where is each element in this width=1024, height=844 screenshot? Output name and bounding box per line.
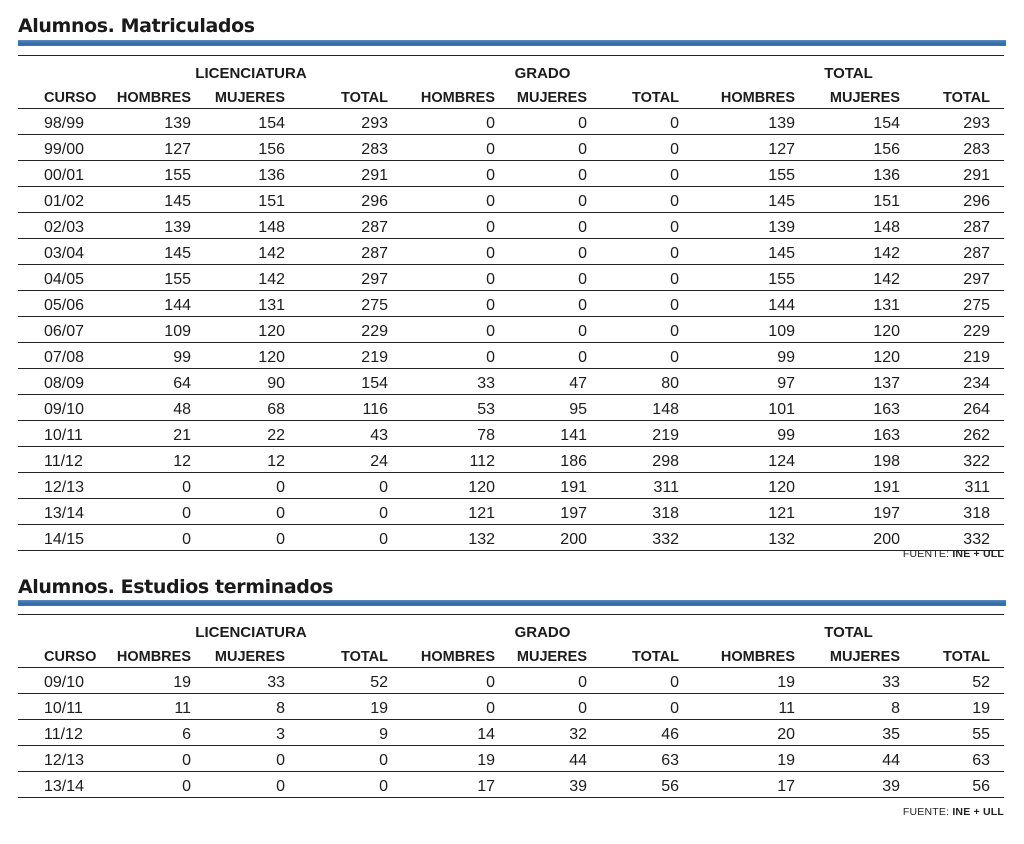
table-row bbox=[18, 369, 1004, 395]
value-cell: 200 bbox=[819, 525, 914, 551]
curso-cell: 10/11 bbox=[18, 694, 110, 720]
value-cell: 155 bbox=[110, 161, 205, 187]
table-row bbox=[18, 109, 1004, 135]
value-cell: 109 bbox=[693, 317, 819, 343]
value-cell: 141 bbox=[509, 421, 601, 447]
value-cell: 186 bbox=[509, 447, 601, 473]
value-cell: 156 bbox=[819, 135, 914, 161]
column-header: MUJERES bbox=[205, 641, 299, 668]
value-cell: 0 bbox=[205, 525, 299, 551]
table-row bbox=[18, 772, 1004, 798]
value-cell: 127 bbox=[110, 135, 205, 161]
value-cell: 68 bbox=[205, 395, 299, 421]
value-cell: 0 bbox=[392, 161, 509, 187]
value-cell: 0 bbox=[601, 213, 693, 239]
value-cell: 63 bbox=[914, 746, 1004, 772]
value-cell: 198 bbox=[819, 447, 914, 473]
table-row bbox=[18, 343, 1004, 369]
value-cell: 99 bbox=[110, 343, 205, 369]
value-cell: 0 bbox=[205, 473, 299, 499]
value-cell: 0 bbox=[509, 213, 601, 239]
value-cell: 64 bbox=[110, 369, 205, 395]
value-cell: 63 bbox=[601, 746, 693, 772]
matriculados-table bbox=[18, 55, 1004, 551]
value-cell: 0 bbox=[509, 265, 601, 291]
value-cell: 0 bbox=[509, 135, 601, 161]
value-cell: 287 bbox=[299, 239, 392, 265]
value-cell: 0 bbox=[392, 317, 509, 343]
value-cell: 19 bbox=[914, 694, 1004, 720]
value-cell: 22 bbox=[205, 421, 299, 447]
value-cell: 275 bbox=[914, 291, 1004, 317]
curso-cell: 12/13 bbox=[18, 473, 110, 499]
value-cell: 21 bbox=[110, 421, 205, 447]
value-cell: 0 bbox=[299, 499, 392, 525]
value-cell: 46 bbox=[601, 720, 693, 746]
value-cell: 287 bbox=[914, 213, 1004, 239]
value-cell: 56 bbox=[914, 772, 1004, 798]
value-cell: 132 bbox=[693, 525, 819, 551]
value-cell: 297 bbox=[299, 265, 392, 291]
value-cell: 95 bbox=[509, 395, 601, 421]
table-row bbox=[18, 525, 1004, 551]
value-cell: 197 bbox=[509, 499, 601, 525]
value-cell: 219 bbox=[914, 343, 1004, 369]
source-note: FUENTE: INE + ULL bbox=[902, 548, 1004, 560]
value-cell: 0 bbox=[601, 694, 693, 720]
table-row bbox=[18, 317, 1004, 343]
value-cell: 163 bbox=[819, 395, 914, 421]
curso-cell: 07/08 bbox=[18, 343, 110, 369]
value-cell: 287 bbox=[914, 239, 1004, 265]
value-cell: 297 bbox=[914, 265, 1004, 291]
value-cell: 44 bbox=[819, 746, 914, 772]
value-cell: 0 bbox=[110, 525, 205, 551]
value-cell: 0 bbox=[509, 239, 601, 265]
value-cell: 142 bbox=[205, 265, 299, 291]
value-cell: 121 bbox=[392, 499, 509, 525]
table-row bbox=[18, 499, 1004, 525]
table-row bbox=[18, 473, 1004, 499]
source-note: FUENTE: INE + ULL bbox=[902, 806, 1004, 818]
column-header: MUJERES bbox=[509, 641, 601, 668]
value-cell: 0 bbox=[509, 343, 601, 369]
value-cell: 318 bbox=[914, 499, 1004, 525]
value-cell: 0 bbox=[392, 109, 509, 135]
title-bar-matriculados bbox=[18, 40, 1006, 46]
value-cell: 0 bbox=[509, 668, 601, 694]
value-cell: 9 bbox=[299, 720, 392, 746]
curso-cell: 13/14 bbox=[18, 499, 110, 525]
column-header: MUJERES bbox=[205, 82, 299, 109]
table-row bbox=[18, 746, 1004, 772]
value-cell: 47 bbox=[509, 369, 601, 395]
value-cell: 52 bbox=[914, 668, 1004, 694]
value-cell: 262 bbox=[914, 421, 1004, 447]
value-cell: 264 bbox=[914, 395, 1004, 421]
column-header: HOMBRES bbox=[693, 641, 819, 668]
column-header: HOMBRES bbox=[392, 641, 509, 668]
value-cell: 120 bbox=[392, 473, 509, 499]
column-header: HOMBRES bbox=[392, 82, 509, 109]
curso-cell: 06/07 bbox=[18, 317, 110, 343]
column-header: TOTAL bbox=[601, 82, 693, 109]
value-cell: 145 bbox=[110, 239, 205, 265]
value-cell: 0 bbox=[392, 135, 509, 161]
value-cell: 332 bbox=[914, 525, 1004, 551]
group-header-grado: GRADO bbox=[514, 65, 571, 82]
curso-cell: 00/01 bbox=[18, 161, 110, 187]
value-cell: 311 bbox=[601, 473, 693, 499]
value-cell: 155 bbox=[693, 265, 819, 291]
value-cell: 145 bbox=[693, 239, 819, 265]
table-row bbox=[18, 668, 1004, 694]
value-cell: 116 bbox=[299, 395, 392, 421]
value-cell: 0 bbox=[601, 161, 693, 187]
value-cell: 0 bbox=[601, 109, 693, 135]
value-cell: 142 bbox=[205, 239, 299, 265]
table-row bbox=[18, 694, 1004, 720]
value-cell: 101 bbox=[693, 395, 819, 421]
value-cell: 200 bbox=[509, 525, 601, 551]
column-header: HOMBRES bbox=[110, 82, 205, 109]
value-cell: 0 bbox=[392, 291, 509, 317]
table-row bbox=[18, 213, 1004, 239]
group-header-licenciatura: LICENCIATURA bbox=[195, 65, 307, 82]
value-cell: 0 bbox=[509, 187, 601, 213]
value-cell: 120 bbox=[205, 317, 299, 343]
value-cell: 3 bbox=[205, 720, 299, 746]
curso-cell: 02/03 bbox=[18, 213, 110, 239]
value-cell: 132 bbox=[392, 525, 509, 551]
value-cell: 154 bbox=[299, 369, 392, 395]
table-row bbox=[18, 187, 1004, 213]
value-cell: 0 bbox=[299, 473, 392, 499]
value-cell: 0 bbox=[509, 161, 601, 187]
value-cell: 163 bbox=[819, 421, 914, 447]
value-cell: 296 bbox=[299, 187, 392, 213]
value-cell: 291 bbox=[299, 161, 392, 187]
value-cell: 19 bbox=[110, 668, 205, 694]
value-cell: 148 bbox=[205, 213, 299, 239]
value-cell: 8 bbox=[819, 694, 914, 720]
column-header: TOTAL bbox=[914, 641, 1004, 668]
value-cell: 283 bbox=[299, 135, 392, 161]
value-cell: 291 bbox=[914, 161, 1004, 187]
group-header-total: TOTAL bbox=[824, 65, 873, 82]
curso-cell: 04/05 bbox=[18, 265, 110, 291]
value-cell: 20 bbox=[693, 720, 819, 746]
value-cell: 12 bbox=[110, 447, 205, 473]
value-cell: 219 bbox=[299, 343, 392, 369]
curso-cell: 98/99 bbox=[18, 109, 110, 135]
value-cell: 298 bbox=[601, 447, 693, 473]
value-cell: 0 bbox=[601, 317, 693, 343]
value-cell: 0 bbox=[509, 109, 601, 135]
value-cell: 0 bbox=[392, 694, 509, 720]
value-cell: 136 bbox=[819, 161, 914, 187]
column-header-row bbox=[18, 641, 1004, 668]
value-cell: 0 bbox=[509, 291, 601, 317]
value-cell: 0 bbox=[392, 187, 509, 213]
value-cell: 131 bbox=[819, 291, 914, 317]
value-cell: 148 bbox=[819, 213, 914, 239]
column-header: MUJERES bbox=[819, 82, 914, 109]
value-cell: 296 bbox=[914, 187, 1004, 213]
value-cell: 142 bbox=[819, 265, 914, 291]
value-cell: 0 bbox=[110, 772, 205, 798]
column-header: TOTAL bbox=[601, 641, 693, 668]
column-header: MUJERES bbox=[509, 82, 601, 109]
value-cell: 148 bbox=[601, 395, 693, 421]
value-cell: 0 bbox=[392, 213, 509, 239]
value-cell: 139 bbox=[110, 213, 205, 239]
value-cell: 229 bbox=[914, 317, 1004, 343]
value-cell: 322 bbox=[914, 447, 1004, 473]
value-cell: 0 bbox=[110, 746, 205, 772]
value-cell: 137 bbox=[819, 369, 914, 395]
group-header-total: TOTAL bbox=[824, 624, 873, 641]
value-cell: 11 bbox=[110, 694, 205, 720]
value-cell: 35 bbox=[819, 720, 914, 746]
value-cell: 19 bbox=[693, 668, 819, 694]
value-cell: 154 bbox=[819, 109, 914, 135]
column-header-row bbox=[18, 82, 1004, 109]
value-cell: 287 bbox=[299, 213, 392, 239]
value-cell: 0 bbox=[392, 343, 509, 369]
value-cell: 154 bbox=[205, 109, 299, 135]
value-cell: 6 bbox=[110, 720, 205, 746]
section-title-matriculados: Alumnos. Matriculados bbox=[18, 15, 255, 37]
value-cell: 0 bbox=[392, 239, 509, 265]
value-cell: 24 bbox=[299, 447, 392, 473]
value-cell: 53 bbox=[392, 395, 509, 421]
table-row bbox=[18, 447, 1004, 473]
value-cell: 56 bbox=[601, 772, 693, 798]
curso-cell: 14/15 bbox=[18, 525, 110, 551]
value-cell: 155 bbox=[110, 265, 205, 291]
value-cell: 8 bbox=[205, 694, 299, 720]
value-cell: 33 bbox=[819, 668, 914, 694]
column-header: TOTAL bbox=[299, 641, 392, 668]
value-cell: 139 bbox=[693, 109, 819, 135]
value-cell: 145 bbox=[693, 187, 819, 213]
value-cell: 99 bbox=[693, 421, 819, 447]
value-cell: 0 bbox=[205, 499, 299, 525]
curso-cell: 09/10 bbox=[18, 395, 110, 421]
value-cell: 19 bbox=[392, 746, 509, 772]
title-bar-terminados bbox=[18, 600, 1006, 606]
value-cell: 78 bbox=[392, 421, 509, 447]
value-cell: 109 bbox=[110, 317, 205, 343]
value-cell: 0 bbox=[392, 668, 509, 694]
column-header: CURSO bbox=[18, 82, 110, 109]
value-cell: 318 bbox=[601, 499, 693, 525]
value-cell: 0 bbox=[601, 343, 693, 369]
value-cell: 112 bbox=[392, 447, 509, 473]
value-cell: 44 bbox=[509, 746, 601, 772]
curso-cell: 05/06 bbox=[18, 291, 110, 317]
curso-cell: 12/13 bbox=[18, 746, 110, 772]
value-cell: 55 bbox=[914, 720, 1004, 746]
table-row bbox=[18, 239, 1004, 265]
curso-cell: 03/04 bbox=[18, 239, 110, 265]
terminados-table bbox=[18, 614, 1004, 798]
value-cell: 19 bbox=[693, 746, 819, 772]
value-cell: 145 bbox=[110, 187, 205, 213]
value-cell: 156 bbox=[205, 135, 299, 161]
curso-cell: 01/02 bbox=[18, 187, 110, 213]
column-header: CURSO bbox=[18, 641, 110, 668]
value-cell: 144 bbox=[110, 291, 205, 317]
value-cell: 293 bbox=[299, 109, 392, 135]
table-row bbox=[18, 265, 1004, 291]
value-cell: 17 bbox=[392, 772, 509, 798]
curso-cell: 11/12 bbox=[18, 447, 110, 473]
curso-cell: 08/09 bbox=[18, 369, 110, 395]
group-header-licenciatura: LICENCIATURA bbox=[195, 624, 307, 641]
value-cell: 191 bbox=[819, 473, 914, 499]
value-cell: 0 bbox=[299, 772, 392, 798]
value-cell: 120 bbox=[819, 317, 914, 343]
value-cell: 136 bbox=[205, 161, 299, 187]
curso-cell: 13/14 bbox=[18, 772, 110, 798]
value-cell: 11 bbox=[693, 694, 819, 720]
value-cell: 14 bbox=[392, 720, 509, 746]
value-cell: 275 bbox=[299, 291, 392, 317]
value-cell: 0 bbox=[392, 265, 509, 291]
value-cell: 17 bbox=[693, 772, 819, 798]
column-header: HOMBRES bbox=[110, 641, 205, 668]
curso-cell: 09/10 bbox=[18, 668, 110, 694]
value-cell: 144 bbox=[693, 291, 819, 317]
value-cell: 0 bbox=[601, 265, 693, 291]
value-cell: 120 bbox=[205, 343, 299, 369]
value-cell: 234 bbox=[914, 369, 1004, 395]
value-cell: 0 bbox=[299, 746, 392, 772]
value-cell: 0 bbox=[205, 772, 299, 798]
column-header: TOTAL bbox=[299, 82, 392, 109]
value-cell: 139 bbox=[110, 109, 205, 135]
value-cell: 80 bbox=[601, 369, 693, 395]
table-row bbox=[18, 720, 1004, 746]
value-cell: 0 bbox=[601, 291, 693, 317]
value-cell: 155 bbox=[693, 161, 819, 187]
value-cell: 229 bbox=[299, 317, 392, 343]
value-cell: 121 bbox=[693, 499, 819, 525]
value-cell: 0 bbox=[110, 473, 205, 499]
table-row bbox=[18, 395, 1004, 421]
value-cell: 283 bbox=[914, 135, 1004, 161]
value-cell: 99 bbox=[693, 343, 819, 369]
value-cell: 12 bbox=[205, 447, 299, 473]
column-header: HOMBRES bbox=[693, 82, 819, 109]
table-row bbox=[18, 135, 1004, 161]
value-cell: 39 bbox=[819, 772, 914, 798]
value-cell: 142 bbox=[819, 239, 914, 265]
table-body bbox=[18, 109, 1004, 551]
value-cell: 0 bbox=[509, 317, 601, 343]
value-cell: 0 bbox=[601, 668, 693, 694]
column-header: TOTAL bbox=[914, 82, 1004, 109]
value-cell: 0 bbox=[601, 239, 693, 265]
curso-cell: 11/12 bbox=[18, 720, 110, 746]
value-cell: 32 bbox=[509, 720, 601, 746]
curso-cell: 99/00 bbox=[18, 135, 110, 161]
table-row bbox=[18, 291, 1004, 317]
value-cell: 131 bbox=[205, 291, 299, 317]
value-cell: 293 bbox=[914, 109, 1004, 135]
value-cell: 33 bbox=[392, 369, 509, 395]
section-title-terminados: Alumnos. Estudios terminados bbox=[18, 576, 334, 598]
value-cell: 139 bbox=[693, 213, 819, 239]
value-cell: 151 bbox=[819, 187, 914, 213]
value-cell: 90 bbox=[205, 369, 299, 395]
value-cell: 19 bbox=[299, 694, 392, 720]
table-row bbox=[18, 421, 1004, 447]
table-body bbox=[18, 668, 1004, 798]
value-cell: 0 bbox=[601, 187, 693, 213]
value-cell: 0 bbox=[299, 525, 392, 551]
value-cell: 97 bbox=[693, 369, 819, 395]
value-cell: 151 bbox=[205, 187, 299, 213]
table-row bbox=[18, 161, 1004, 187]
value-cell: 0 bbox=[110, 499, 205, 525]
value-cell: 120 bbox=[693, 473, 819, 499]
group-header-grado: GRADO bbox=[514, 624, 571, 641]
value-cell: 39 bbox=[509, 772, 601, 798]
value-cell: 0 bbox=[205, 746, 299, 772]
value-cell: 0 bbox=[509, 694, 601, 720]
value-cell: 48 bbox=[110, 395, 205, 421]
value-cell: 197 bbox=[819, 499, 914, 525]
value-cell: 52 bbox=[299, 668, 392, 694]
value-cell: 33 bbox=[205, 668, 299, 694]
value-cell: 120 bbox=[819, 343, 914, 369]
value-cell: 43 bbox=[299, 421, 392, 447]
value-cell: 332 bbox=[601, 525, 693, 551]
value-cell: 311 bbox=[914, 473, 1004, 499]
value-cell: 127 bbox=[693, 135, 819, 161]
value-cell: 219 bbox=[601, 421, 693, 447]
curso-cell: 10/11 bbox=[18, 421, 110, 447]
value-cell: 191 bbox=[509, 473, 601, 499]
value-cell: 0 bbox=[601, 135, 693, 161]
column-header: MUJERES bbox=[819, 641, 914, 668]
value-cell: 124 bbox=[693, 447, 819, 473]
